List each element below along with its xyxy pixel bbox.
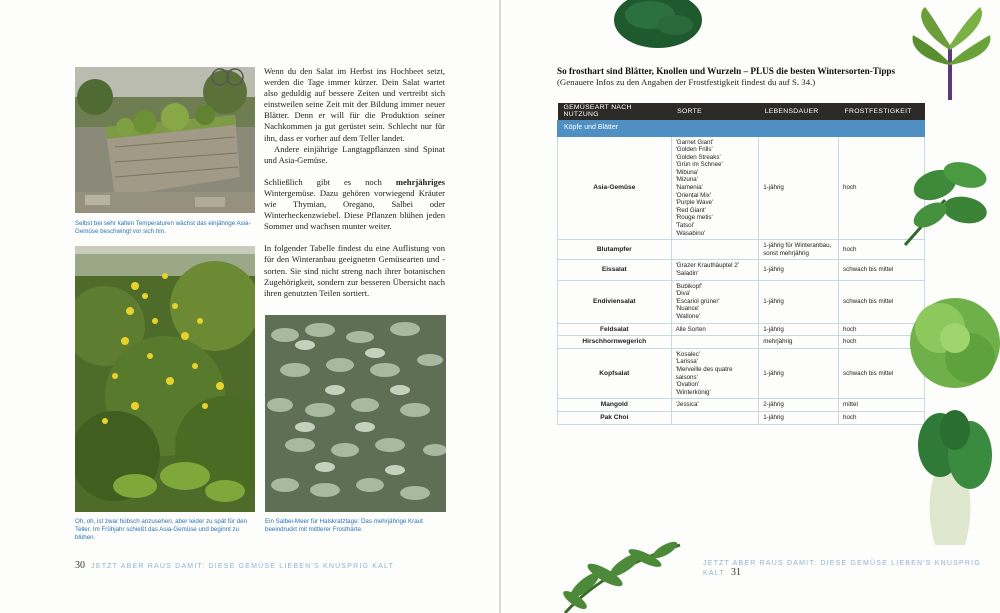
raised-bed-caption: Selbst bei sehr kalten Temperaturen wächst das einjährige Asia-Gemüse beschwingt vor sich hin.: [75, 220, 251, 235]
table-row: [558, 240, 925, 260]
sorte-item: 'Diva': [675, 290, 691, 298]
cell-gemueseart: Feldsalat: [558, 323, 672, 336]
mizuna-illustration: [905, 5, 995, 105]
sorte-item: 'Rouge metis': [675, 214, 713, 222]
flowering-greens-photo: [75, 246, 255, 512]
sorte-item: 'Mizuna': [675, 176, 698, 184]
cell-sorte: [671, 323, 759, 336]
cell-frostfestigkeit: schwach bis mittel: [839, 260, 925, 280]
sorte-item: 'Larissa': [675, 358, 698, 366]
cell-lebensdauer: 1-jährig: [759, 280, 839, 323]
cell-sorte: [671, 240, 759, 260]
sorte-item: 'Purple Wave': [675, 199, 714, 207]
sorte-item: 'Kosalec': [675, 350, 700, 358]
sorte-item: 'Bubikopf': [675, 282, 703, 290]
table-title: So frosthart sind Blätter, Knollen und Wurzeln – PLUS die besten Wintersorten-Tipps: [557, 66, 896, 76]
flowering-greens-caption: Oh, oh, ist zwar hübsch anzusehen, aber leider zu spät für den Teller. Im Frühjahr schießt das Asia-Gemüse und beginnt zu blühen.: [75, 518, 247, 541]
page-number: 31: [730, 567, 741, 578]
cell-lebensdauer: 1-jährig: [759, 136, 839, 240]
cell-sorte: [671, 260, 759, 280]
cell-gemueseart: Mangold: [558, 399, 672, 412]
table-row: [558, 348, 925, 399]
cell-gemueseart: Eissalat: [558, 260, 672, 280]
cell-gemueseart: Kopfsalat: [558, 348, 672, 399]
sorte-item: 'Garnet Giant': [675, 138, 714, 146]
pak-choi-illustration: [905, 410, 1000, 550]
paragraph-2: Andere einjährige Langtagpflanzen sind Spinat und Asia-Gemüse.: [264, 143, 445, 165]
frost-table: [557, 103, 925, 425]
sorte-item: 'Grün im Schnee': [675, 161, 723, 169]
sorte-item: 'Red Giant': [675, 206, 706, 214]
sage-photo: [265, 315, 446, 512]
header-art: GEMÜSEART NACH NUTZUNG: [558, 103, 672, 120]
cell-frostfestigkeit: schwach bis mittel: [839, 280, 925, 323]
gutter: [499, 0, 501, 613]
spinach-illustration: [895, 150, 995, 250]
cell-lebensdauer: 1-jährig: [759, 348, 839, 399]
cell-lebensdauer: 1-jährig für Winteranbau, sonst mehrjährig: [759, 240, 839, 260]
sorte-item: 'Winterkönig': [675, 388, 711, 396]
cell-frostfestigkeit: hoch: [839, 323, 925, 336]
sorte-item: 'Wallone': [675, 312, 701, 320]
table-row: [558, 323, 925, 336]
cell-frostfestigkeit: schwach bis mittel: [839, 348, 925, 399]
right-folio: [703, 560, 1000, 578]
left-body-text: [264, 66, 445, 299]
table-group-row: [558, 120, 925, 136]
cell-gemueseart: Pak Choi: [558, 411, 672, 424]
sorte-item: 'Golden Streaks': [675, 153, 721, 161]
cell-sorte: [671, 411, 759, 424]
sorte-item: 'Grazer Krauthäuptel 2': [675, 262, 739, 270]
table-row: [558, 336, 925, 349]
sorte-item: 'Escariol grüner': [675, 297, 720, 305]
cell-sorte: [671, 399, 759, 412]
cell-gemueseart: Hirschhornwegerich: [558, 336, 672, 349]
running-head: JETZT ABER RAUS DAMIT: DIESE GEMÜSE LIEBEN'S KNUSPRIG KALT: [91, 563, 395, 570]
sorte-item: 'Oriental Mix': [675, 191, 711, 199]
cell-gemueseart: Endiviensalat: [558, 280, 672, 323]
cell-lebensdauer: 2-jährig: [759, 399, 839, 412]
sorte-item: 'Tatsoi': [675, 222, 695, 230]
cell-sorte: [671, 348, 759, 399]
sorte-item: 'Wasabino': [675, 229, 706, 237]
cell-lebensdauer: mehrjährig: [759, 336, 839, 349]
raised-bed-photo: [75, 67, 255, 213]
left-folio: [75, 560, 394, 571]
sorte-item: 'Golden Frills': [675, 146, 713, 154]
cell-frostfestigkeit: hoch: [839, 240, 925, 260]
paragraph-3: Schließlich gibt es noch mehrjähriges Wintergemüse. Dazu gehören vorwiegend Kräuter wie Thymian, Oregano, Salbei oder Winterheckenzwiebel. Diese Pflanzen blühen jeden Sommer und wachsen munter weiter.: [264, 176, 445, 232]
sage-caption: Ein Salbei-Meer für Halskratztage: Das mehrjährige Kraut beeindruckt mit mittlerer Frosthärte.: [265, 518, 423, 533]
running-head: JETZT ABER RAUS DAMIT: DIESE GEMÜSE LIEBEN'S KNUSPRIG KALT: [703, 560, 981, 577]
kale-illustration: [610, 0, 705, 58]
sorte-item: 'Jessica': [675, 401, 699, 409]
sorte-item: 'Merveille des quatre saisons': [675, 365, 733, 381]
cell-lebensdauer: 1-jährig: [759, 260, 839, 280]
group-label: Köpfe und Blätter: [558, 120, 925, 136]
cell-lebensdauer: 1-jährig: [759, 323, 839, 336]
lettuce-illustration: [900, 288, 1000, 398]
header-lebensdauer: LEBENSDAUER: [759, 103, 839, 120]
table-row: [558, 280, 925, 323]
sorte-item: Alle Sorten: [675, 325, 706, 333]
cell-frostfestigkeit: hoch: [839, 411, 925, 424]
header-frostfestigkeit: FROSTFESTIGKEIT: [839, 103, 925, 120]
cell-frostfestigkeit: hoch: [839, 136, 925, 240]
cell-sorte: [671, 280, 759, 323]
paragraph-4: In folgender Tabelle findest du eine Auflistung von für den Winteranbau geeigneten Gemüsearten und -sorten. Sie sind nicht streng nach ihrer botanischen Zugehörigkeit, sondern zur besseren Übersicht nach ihren genutzten Teilen sortiert.: [264, 243, 445, 298]
cell-frostfestigkeit: mittel: [839, 399, 925, 412]
sorte-item: 'Ovation': [675, 381, 700, 389]
table-row: [558, 411, 925, 424]
sorte-item: 'Mibuna': [675, 168, 699, 176]
paragraph-1: Wenn du den Salat im Herbst ins Hochbeet setzt, werden die Tage immer kürzer. Dein Salat wartet also geduldig auf bessere Zeiten und vertreibt sich einstweilen seine Zeit mit der Bildung immer neuer Blätter. Denn er will für die Produktion seiner Nachkommen ja gut gerüstet sein. Schlecht nur für ihn, dass er vorher auf dem Teller landet.: [264, 66, 445, 143]
table-subtitle: (Genauere Infos zu den Angaben der Frostfestigkeit findest du auf S. 34.): [557, 77, 816, 87]
table-row: [558, 399, 925, 412]
rocket-illustration: [545, 530, 685, 613]
table-header-row: [558, 103, 925, 120]
sorte-item: 'Nuance': [675, 305, 700, 313]
cell-lebensdauer: 1-jährig: [759, 411, 839, 424]
table-row: [558, 260, 925, 280]
cell-sorte: [671, 336, 759, 349]
header-sorte: SORTE: [671, 103, 759, 120]
sorte-item: 'Saladin': [675, 270, 699, 277]
sorte-item: 'Namenia': [675, 184, 703, 192]
table-row: [558, 136, 925, 240]
page-number: 30: [75, 560, 85, 571]
cell-gemueseart: Blutampfer: [558, 240, 672, 260]
cell-frostfestigkeit: hoch: [839, 336, 925, 349]
cell-sorte: [671, 136, 759, 240]
cell-gemueseart: Asia-Gemüse: [558, 136, 672, 240]
